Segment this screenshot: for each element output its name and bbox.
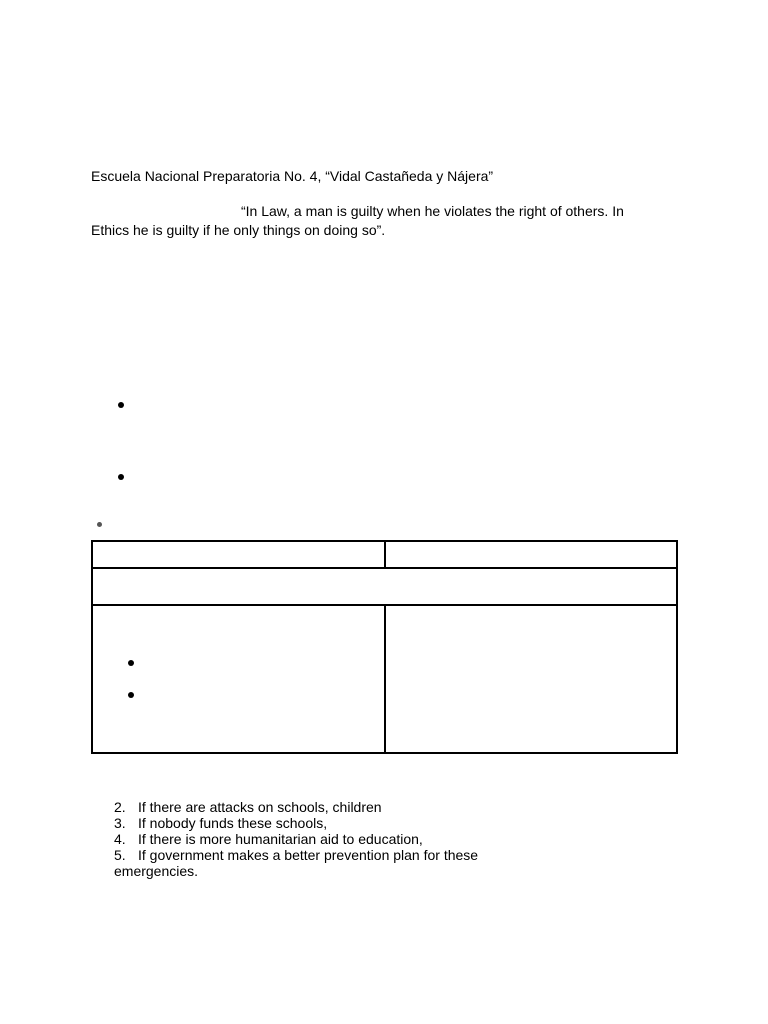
list-item	[114, 799, 478, 815]
table-border-left	[91, 540, 93, 754]
table-cell-bullet	[128, 660, 134, 666]
bullet-point	[97, 522, 102, 527]
quote-line-1: “In Law, a man is guilty when he violates the right of others. In	[241, 203, 624, 219]
empty-table	[91, 540, 678, 754]
list-item-number: 2.	[114, 799, 126, 815]
list-item	[114, 831, 478, 847]
numbered-list	[114, 799, 478, 879]
list-item-number: 3.	[114, 815, 126, 831]
school-heading: Escuela Nacional Preparatoria No. 4, “Vidal Castañeda y Nájera”	[91, 168, 494, 184]
list-item-text: If government makes a better prevention plan for these	[138, 847, 479, 863]
quote-line-2: Ethics he is guilty if he only things on doing so”.	[91, 222, 386, 238]
list-item	[114, 815, 478, 831]
table-column-divider	[384, 540, 386, 568]
list-item-continuation: emergencies.	[114, 863, 199, 879]
table-column-divider	[384, 604, 386, 754]
table-cell-bullet	[128, 692, 134, 698]
list-item-number: 4.	[114, 831, 126, 847]
list-item-text: If nobody funds these schools,	[138, 815, 328, 831]
table-border-right	[676, 540, 678, 754]
bullet-point	[118, 474, 124, 480]
list-item	[114, 847, 478, 863]
list-item-text: If there is more humanitarian aid to education,	[138, 831, 423, 847]
bullet-point	[118, 402, 124, 408]
quote-block	[91, 202, 651, 240]
list-item-text: If there are attacks on schools, children	[138, 799, 382, 815]
list-item-number: 5.	[114, 847, 126, 863]
